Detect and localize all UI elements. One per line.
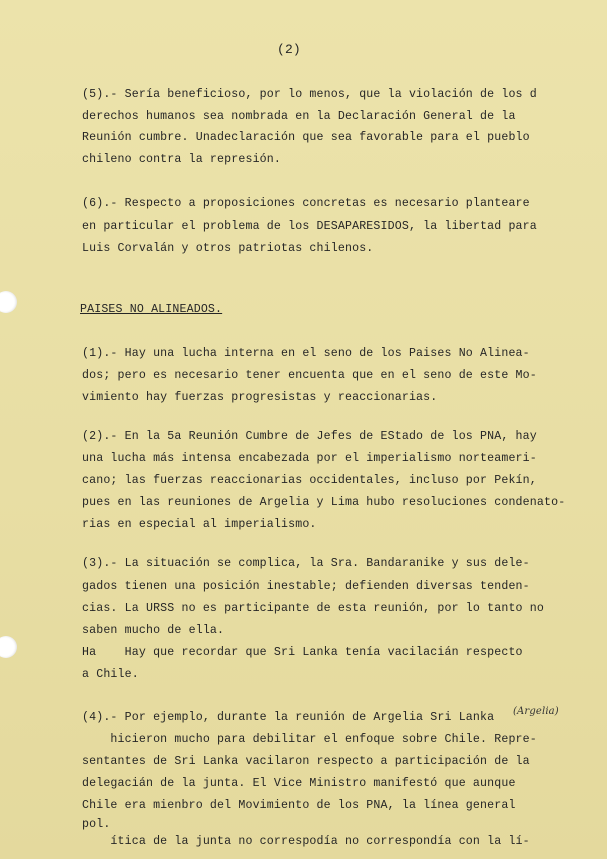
- para3-line: cias. La URSS no es participante de esta reunión, por lo tanto no: [82, 602, 544, 615]
- para6-line: en particular el problema de los DESAPARESIDOS, la libertad para: [82, 220, 537, 233]
- para5-line: derechos humanos sea nombrada en la Declaración General de la: [82, 110, 516, 123]
- para1-line: vimiento hay fuerzas progresistas y reaccionarias.: [82, 391, 438, 404]
- para5-line: chileno contra la represión.: [82, 153, 282, 166]
- para2-line: pues en las reuniones de Argelia y Lima hubo resoluciones condenato-: [82, 496, 566, 509]
- para4-line: pol.: [82, 818, 111, 831]
- para3-line: Ha Hay que recordar que Sri Lanka tenía vacilacián respecto: [82, 646, 523, 659]
- para4-line: delegacián de la junta. El Vice Ministro manifestó que aunque: [82, 777, 516, 790]
- para4-line: (4).- Por ejemplo, durante la reunión de Argelia Sri Lanka: [82, 711, 495, 724]
- para2-line: rias en especial al imperialismo.: [82, 518, 317, 531]
- para5-line: (5).- Sería beneficioso, por lo menos, que la violación de los d: [82, 88, 537, 101]
- para6-line: Luis Corvalán y otros patriotas chilenos.: [82, 242, 374, 255]
- para2-line: cano; las fuerzas reaccionarias occidentales, incluso por Pekín,: [82, 474, 537, 487]
- para5-line: Reunión cumbre. Unadeclaración que sea favorable para el pueblo: [82, 131, 530, 144]
- para3-line: a Chile.: [82, 668, 139, 681]
- section-heading: PAISES NO ALINEADOS.: [80, 303, 223, 316]
- para2-line: (2).- En la 5a Reunión Cumbre de Jefes de EStado de los PNA, hay: [82, 430, 537, 443]
- para4-line: hicieron mucho para debilitar el enfoque sobre Chile. Repre-: [82, 733, 537, 746]
- para3-line: gados tienen una posición inestable; defienden diversas tenden-: [82, 580, 530, 593]
- handwritten-annotation: (Argelia): [513, 706, 559, 717]
- punch-hole: [0, 636, 17, 658]
- para4-line: ítica de la junta no correspodía no correspondía con la lí-: [82, 835, 530, 848]
- punch-hole: [0, 291, 17, 313]
- para3-line: saben mucho de ella.: [82, 624, 225, 637]
- page-number: (2): [277, 42, 301, 57]
- para2-line: una lucha más intensa encabezada por el imperialismo norteameri-: [82, 452, 537, 465]
- para3-line: (3).- La situación se complica, la Sra. Bandaranike y sus dele-: [82, 557, 530, 570]
- para1-line: dos; pero es necesario tener encuenta que en el seno de este Mo-: [82, 369, 537, 382]
- para1-line: (1).- Hay una lucha interna en el seno de los Paises No Alinea-: [82, 347, 530, 360]
- para4-line: Chile era mienbro del Movimiento de los PNA, la línea general: [82, 799, 516, 812]
- para4-line: sentantes de Sri Lanka vacilaron respecto a participación de la: [82, 755, 530, 768]
- para6-line: (6).- Respecto a proposiciones concretas es necesario planteare: [82, 197, 530, 210]
